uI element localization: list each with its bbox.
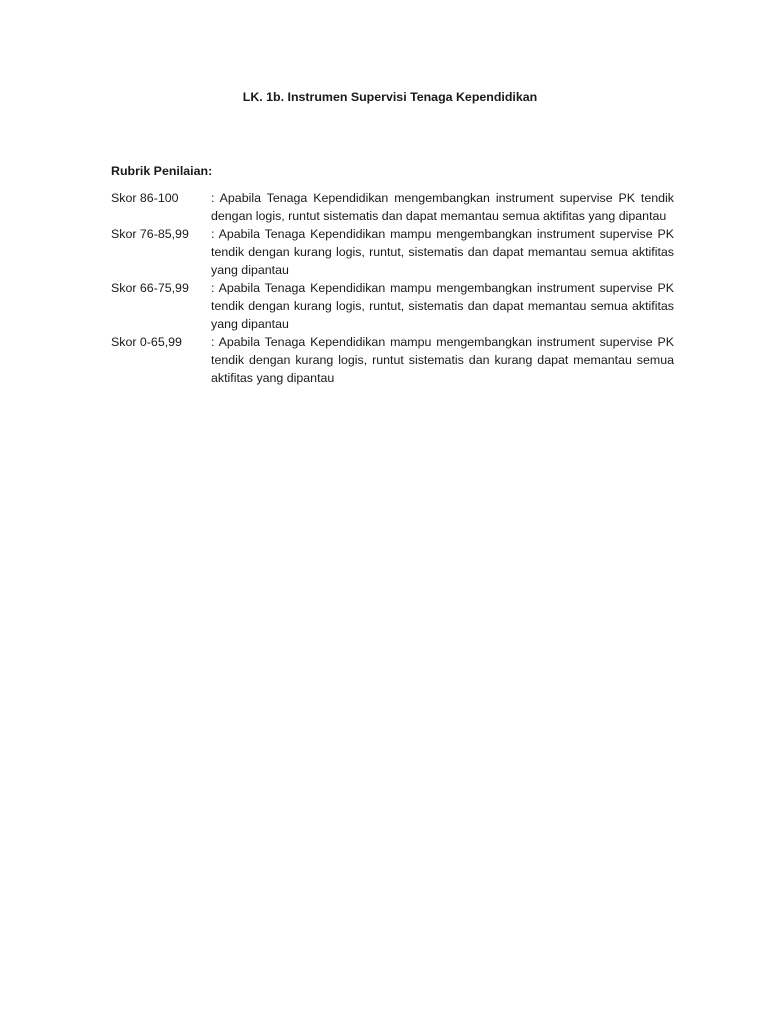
rubric-description: : Apabila Tenaga Kependidikan mampu mengembangkan instrument supervise PK tendik dengan kurang logis, runtut sistematis dan kurang dapat memantau semua aktifitas yang dipantau — [211, 335, 674, 385]
rubric-description: : Apabila Tenaga Kependidikan mengembangkan instrument supervise PK tendik dengan logis, runtut sistematis dan dapat memantau semua aktifitas yang dipantau — [211, 191, 674, 223]
rubric-score: Skor 86-100 — [111, 191, 179, 205]
rubric-item — [111, 225, 674, 279]
document-title: LK. 1b. Instrumen Supervisi Tenaga Kependidikan — [242, 90, 538, 104]
rubric-list — [111, 189, 674, 387]
rubric-score: Skor 0-65,99 — [111, 335, 182, 349]
rubric-description: : Apabila Tenaga Kependidikan mampu mengembangkan instrument supervise PK tendik dengan kurang logis, runtut, sistematis dan dapat memantau semua aktifitas yang dipantau — [211, 227, 674, 277]
rubric-score: Skor 76-85,99 — [111, 227, 189, 241]
rubric-heading: Rubrik Penilaian: — [111, 164, 213, 178]
rubric-item — [111, 279, 674, 333]
rubric-score: Skor 66-75,99 — [111, 281, 189, 295]
rubric-description: : Apabila Tenaga Kependidikan mampu mengembangkan instrument supervise PK tendik dengan kurang logis, runtut, sistematis dan dapat memantau semua aktifitas yang dipantau — [211, 281, 674, 331]
rubric-item — [111, 189, 674, 225]
rubric-item — [111, 333, 674, 387]
